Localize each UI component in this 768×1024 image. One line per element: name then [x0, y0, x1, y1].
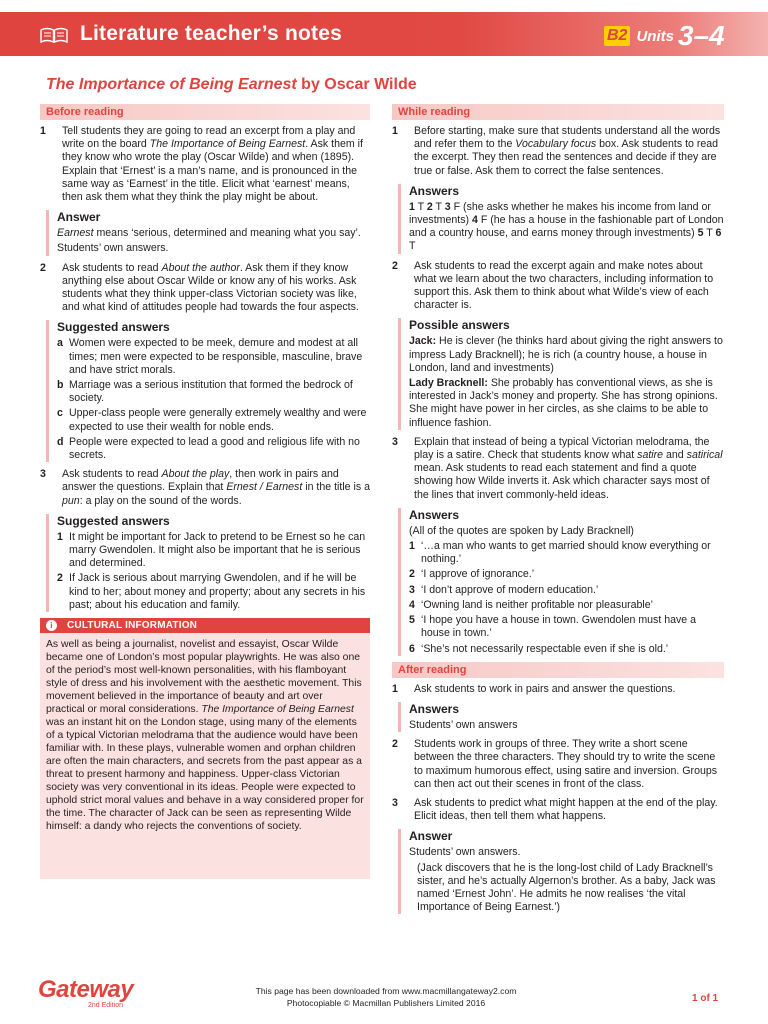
- text-run: Explain that instead of being a typical Victorian melodrama, the play is a satire. Check that students know what: [414, 435, 710, 462]
- text-run-italic: Ernest / Earnest: [226, 481, 303, 494]
- header-title: Literature teacher’s notes: [80, 22, 342, 45]
- section-after-reading: After reading: [392, 662, 724, 678]
- answer-heading: Answer: [409, 829, 453, 844]
- text-run-italic: pun: [62, 494, 80, 507]
- list-value: ‘I don’t approve of modern education.’: [421, 583, 599, 596]
- item-text: [62, 125, 370, 204]
- units-badge: [604, 20, 725, 50]
- answers-box: [398, 184, 724, 254]
- character-label: Lady Bracknell:: [409, 377, 488, 390]
- list-value: Women were expected to be meek, demure and modest at all times; men were expected to be responsible, masculine, brave and have strict morals.: [69, 337, 363, 376]
- item-text: [414, 436, 724, 502]
- text-run: : a play on the sound of the words.: [79, 494, 242, 507]
- before-item-3: [40, 468, 370, 508]
- after-item-2: [392, 738, 724, 791]
- text-run: box. Ask students to read the excerpt. They then read the sentences and decide if they are true or false. Ask them to correct the false sentences.: [414, 138, 719, 177]
- suggested-answers-box: [46, 320, 370, 462]
- item-text: Ask students to predict what might happen at the end of the play. Elicit ideas, then tell them what happens.: [414, 796, 718, 823]
- text-run: , then work in pairs and answer the questions. Explain that: [62, 468, 339, 494]
- list-value: Upper-class people were generally extremely wealthy and were expected to use their wealth for noble ends.: [69, 407, 367, 433]
- answer-text: [57, 227, 370, 240]
- text-run: T: [409, 240, 416, 253]
- list-key: b: [57, 379, 64, 392]
- answer-num: 6: [715, 227, 722, 240]
- answer-text: Students’ own answers.: [57, 242, 169, 255]
- list-value: It might be important for Jack to pretend to be Ernest so he can marry Gwendolen. It might also be important that he is serious and determined.: [69, 530, 366, 570]
- list-value: ‘I approve of ignorance.’: [421, 568, 535, 581]
- list-key: 6: [409, 642, 415, 655]
- item-number: 1: [392, 125, 398, 137]
- text-run: He is clever (he thinks hard about giving the right answers to impress Lady Bracknell); he is rich (a country house, a house in London, land and investments): [409, 335, 723, 374]
- answer-text: [409, 335, 724, 375]
- list-key: 4: [409, 598, 415, 611]
- item-number: 3: [392, 435, 398, 448]
- author-byline: by Oscar Wilde: [296, 76, 417, 93]
- answer-text: [409, 377, 724, 430]
- list-item: [409, 540, 724, 566]
- item-number: 2: [392, 259, 398, 272]
- text-run: T: [432, 200, 445, 213]
- text-run-italic: satire: [637, 449, 664, 462]
- list-value: ‘She’s not necessarily respectable even if she is old.’: [421, 642, 669, 655]
- list-item: [57, 337, 370, 377]
- answer-box: [398, 829, 724, 914]
- answer-num: 5: [697, 227, 704, 240]
- answer-num: 1: [409, 200, 415, 213]
- list-key: 1: [57, 530, 63, 543]
- text-run: in the title is a: [302, 481, 370, 494]
- text-run-italic: About the play: [161, 468, 230, 481]
- list-item: [57, 407, 370, 433]
- list-key: 2: [57, 572, 63, 585]
- item-text: Ask students to work in pairs and answer the questions.: [414, 682, 676, 695]
- text-run: F (he has a house in the fashionable part of London and a country house, and earns money through investments): [409, 214, 724, 240]
- text-run: . Ask them if they know who wrote the play (Oscar Wilde) and when (1895). Explain that ‘Ernest’ is a man’s name, and is pronounced in the same way as ‘Earnest’ in the title. Elicit what ‘earnest’ means, then ask them what they think the play might be about.: [62, 138, 363, 204]
- list-value: ‘Owning land is neither profitable nor pleasurable’: [421, 598, 654, 611]
- units-label: Units: [636, 28, 674, 45]
- while-item-1: [392, 125, 724, 178]
- answer-text: [409, 201, 724, 254]
- list-value: ‘…a man who wants to get married should know everything or nothing.’: [421, 540, 711, 566]
- download-line: This page has been downloaded from www.macmillangateway2.com: [255, 986, 517, 996]
- text-run: Ask students to read: [62, 468, 162, 481]
- list-item: [57, 572, 370, 612]
- play-title: The Importance of Being Earnest: [46, 76, 297, 93]
- answer-heading: Suggested answers: [57, 320, 170, 335]
- suggested-answers-box: [46, 514, 370, 612]
- item-number: 1: [40, 125, 46, 137]
- text-run: F (she asks whether he makes his income from land or investments): [409, 200, 711, 227]
- answer-heading: Answers: [409, 507, 460, 522]
- left-column: [40, 104, 370, 879]
- answer-heading: Answers: [409, 183, 460, 198]
- info-icon: i: [46, 620, 57, 631]
- list-value: Marriage was a serious institution that formed the bedrock of society.: [69, 379, 353, 405]
- answer-text: Students’ own answers: [409, 718, 518, 731]
- text-run-italic: The Importance of Being Earnest: [201, 704, 354, 716]
- text-run: T: [414, 200, 427, 213]
- text-run: and: [663, 449, 687, 462]
- answer-heading: Answer: [57, 210, 101, 225]
- header-bar: [0, 0, 768, 68]
- list-item: [409, 643, 724, 656]
- page-number: 1 of 1: [692, 993, 719, 1004]
- list-item: [57, 379, 370, 405]
- text-run-italic: About the author: [161, 261, 240, 274]
- item-number: 3: [392, 796, 398, 809]
- cultural-info-box: [40, 633, 370, 879]
- item-number: 2: [392, 738, 398, 751]
- item-text: Ask students to read the excerpt again and make notes about what we learn about the two characters, including information to support this. Ask them to think about what Wilde’s view of each character is.: [414, 259, 714, 312]
- footer-text: [236, 985, 536, 1009]
- text-run-italic: satirical: [686, 449, 723, 462]
- text-run: Tell students they are going to read an excerpt from a play and write on the board: [62, 125, 356, 151]
- while-item-3: [392, 436, 724, 502]
- text-run-italic: The Importance of Being Earnest: [149, 138, 306, 151]
- item-text: [62, 468, 370, 508]
- page-title: [46, 76, 417, 94]
- possible-answers-box: [398, 318, 724, 429]
- item-text: [414, 125, 724, 178]
- text-run: T: [703, 227, 716, 240]
- answer-text: (Jack discovers that he is the long-lost child of Lady Bracknell’s sister, and he’s actually Algernon’s brother. As a baby, Jack was named ‘Ernest John’. He admits he now realises ‘the vital Importance of Being Earnest.’): [417, 861, 716, 914]
- units-range: 3–4: [677, 20, 725, 51]
- before-item-1: [40, 125, 370, 204]
- answer-text: (All of the quotes are spoken by Lady Bracknell): [409, 524, 634, 537]
- section-before-reading: Before reading: [40, 104, 370, 120]
- list-item: [57, 531, 370, 571]
- list-key: c: [57, 407, 63, 420]
- book-icon: [40, 27, 68, 43]
- list-item: [409, 568, 724, 581]
- level-badge: B2: [604, 26, 630, 46]
- answer-num: 2: [426, 200, 433, 213]
- text-run: As well as being a journalist, novelist and essayist, Oscar Wilde became one of London’s most popular playwrights. He was also one of the period’s most well-known personalities, with his flamboyant style of dress and his involvement with the aesthetic movement. This movement believed in the importance of beauty and art over practical or moral considerations.: [46, 639, 362, 716]
- answer-heading: Answers: [409, 701, 460, 716]
- answer-box: [46, 210, 370, 255]
- text-run-italic: Earnest: [57, 227, 94, 240]
- list-item: [409, 599, 724, 612]
- item-text: [62, 262, 370, 315]
- item-number: 3: [40, 468, 46, 481]
- item-text: Students work in groups of three. They write a short scene between the three characters. They should try to write the scene to maximum humorous effect, using satire and inversion. Groups can then act out their scenes in front of the class.: [414, 738, 718, 790]
- answer-num: 3: [444, 200, 451, 213]
- list-key: 2: [409, 568, 415, 581]
- list-item: [57, 436, 370, 462]
- edition-label: 2nd Edition: [88, 1002, 124, 1009]
- text-run: Ask students to read: [62, 261, 162, 274]
- answers-box: [398, 702, 724, 732]
- answer-heading: Possible answers: [409, 318, 510, 333]
- answer-heading: Suggested answers: [57, 513, 170, 528]
- answers-box: [398, 508, 724, 656]
- answer-text: Students’ own answers.: [409, 846, 521, 859]
- while-item-2: [392, 260, 724, 313]
- list-key: a: [57, 337, 63, 350]
- list-key: 5: [409, 614, 415, 627]
- item-number: 1: [392, 682, 398, 695]
- item-number: 2: [40, 261, 46, 274]
- gateway-logo: Gateway: [38, 976, 134, 1003]
- text-run: was an instant hit on the London stage, using many of the elements of a typical Victorian melodrama that the audience would have been familiar with. In these plays, vulnerable women and orphan children are often the main characters, and secrets from the past appear as a threat to present harmony and happiness. Upper-class Victorian society was very conventional in its ideas. People were expected to uphold strict moral values and behave in a way considered proper for the time. The character of Jack can be seen as representing Wilde himself: a dandy who rejects the conventions of society.: [46, 717, 364, 833]
- after-item-1: [392, 683, 724, 696]
- text-run: mean. Ask students to read each statement and find a quote showing how Wilde inverts it. Ask which character says most of the lines that invert commonly-held ideas.: [414, 462, 710, 501]
- text-run: . Ask them if they know anything else about Oscar Wilde or know any of his works. Ask students what they think upper-class Victorian society was like, and what kind of attitudes people had towards the four aspects.: [62, 261, 359, 314]
- cultural-info-label: CULTURAL INFORMATION: [67, 619, 198, 631]
- before-item-2: [40, 262, 370, 315]
- text-run: She probably has conventional views, as she is interested in Jack’s money and property. She has strong opinions. She might have power in her circles, as she claims to be able to influence fashion.: [409, 377, 718, 429]
- text-run-italic: Vocabulary focus: [515, 138, 597, 151]
- list-value: ‘I hope you have a house in town. Gwendolen must have a house in town.’: [421, 614, 697, 640]
- list-item: [409, 614, 724, 640]
- section-while-reading: While reading: [392, 104, 724, 120]
- list-key: 1: [409, 540, 415, 553]
- answer-num: 4: [472, 214, 478, 227]
- copyright-line: Photocopiable © Macmillan Publishers Limited 2016: [286, 998, 486, 1008]
- list-value: If Jack is serious about marrying Gwendolen, and if he will be kind to her; about money and property; about any secrets in his past; about his education and family.: [69, 572, 366, 611]
- cultural-info-bar: [40, 618, 370, 633]
- text-run: Before starting, make sure that students understand all the words and refer them to the: [414, 125, 721, 151]
- right-column: [392, 104, 724, 920]
- after-item-3: [392, 797, 724, 823]
- list-item: [409, 584, 724, 597]
- list-key: d: [57, 435, 64, 448]
- list-key: 3: [409, 583, 415, 596]
- character-label: Jack:: [409, 335, 437, 348]
- text-run: means ‘serious, determined and meaning what you say’.: [93, 227, 361, 240]
- list-value: People were expected to lead a good and religious life with no secrets.: [69, 435, 360, 462]
